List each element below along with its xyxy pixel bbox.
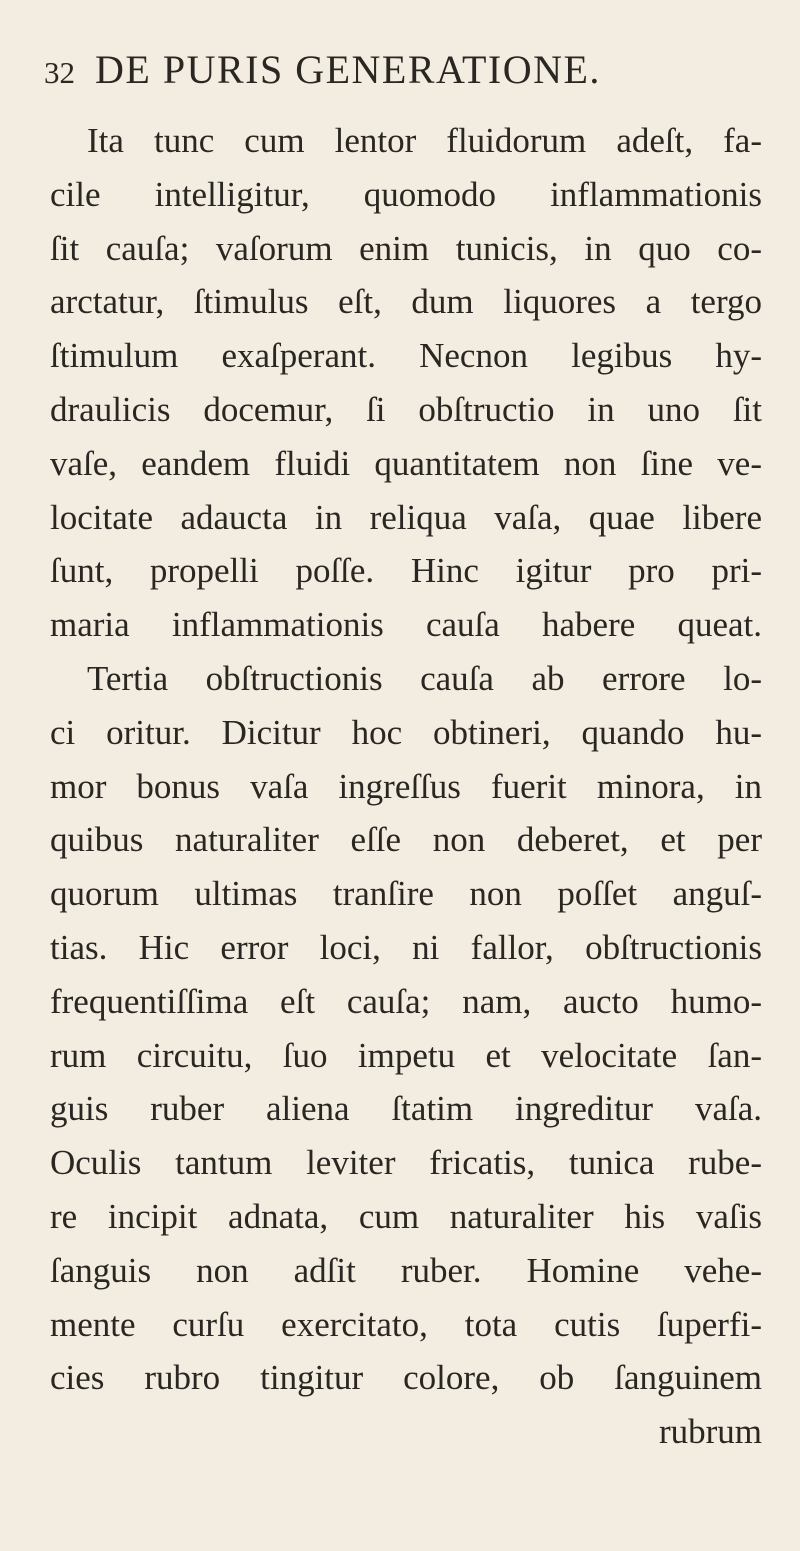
- text-line: mente curſu exercitato, tota cutis ſuperfi-: [50, 1304, 762, 1344]
- text-line: re incipit adnata, cum naturaliter his vaſis: [50, 1196, 762, 1236]
- text-line: quorum ultimas tranſire non poſſet anguſ-: [50, 874, 762, 914]
- text-line: locitate adaucta in reliqua vaſa, quae libere: [50, 497, 762, 537]
- text-line: ſunt, propelli poſſe. Hinc igitur pro pri-: [50, 551, 762, 591]
- text-line: tias. Hic error loci, ni fallor, obſtructionis: [50, 927, 762, 967]
- text-line: ſtimulum exaſperant. Necnon legibus hy-: [50, 336, 762, 376]
- text-line: vaſe, eandem fluidi quantitatem non ſine ve-: [50, 443, 762, 483]
- page-number: 32: [44, 55, 75, 90]
- text-line: Ita tunc cum lentor fluidorum adeſt, fa-: [87, 121, 762, 160]
- text-line: quibus naturaliter eſſe non deberet, et per: [50, 820, 762, 860]
- text-line: maria inflammationis cauſa habere queat.: [50, 605, 762, 645]
- text-line: ci oritur. Dicitur hoc obtineri, quando hu-: [50, 712, 762, 752]
- text-line: Oculis tantum leviter fricatis, tunica rube-: [50, 1143, 762, 1183]
- page-header: [44, 46, 601, 102]
- text-line: ſanguis non adſit ruber. Homine vehe-: [50, 1250, 762, 1290]
- text-line: cile intelligitur, quomodo inflammationis: [50, 174, 762, 214]
- text-line: mor bonus vaſa ingreſſus fuerit minora, in: [50, 766, 762, 806]
- text-line: rum circuitu, ſuo impetu et velocitate ſan-: [50, 1035, 762, 1075]
- text-line: frequentiſſima eſt cauſa; nam, aucto humo-: [50, 981, 762, 1021]
- text-line: guis ruber aliena ſtatim ingreditur vaſa.: [50, 1089, 762, 1129]
- text-line: ſit cauſa; vaſorum enim tunicis, in quo co-: [50, 228, 762, 268]
- text-line: arctatur, ſtimulus eſt, dum liquores a tergo: [50, 282, 762, 322]
- body-text: [50, 114, 762, 1459]
- running-title: DE PURIS GENERATIONE.: [95, 47, 601, 92]
- catchword: rubrum: [658, 1412, 762, 1452]
- text-line: draulicis docemur, ſi obſtructio in uno ſit: [50, 389, 762, 429]
- text-line: Tertia obſtructionis cauſa ab errore lo-: [87, 658, 762, 698]
- text-line: cies rubro tingitur colore, ob ſanguinem: [50, 1358, 762, 1398]
